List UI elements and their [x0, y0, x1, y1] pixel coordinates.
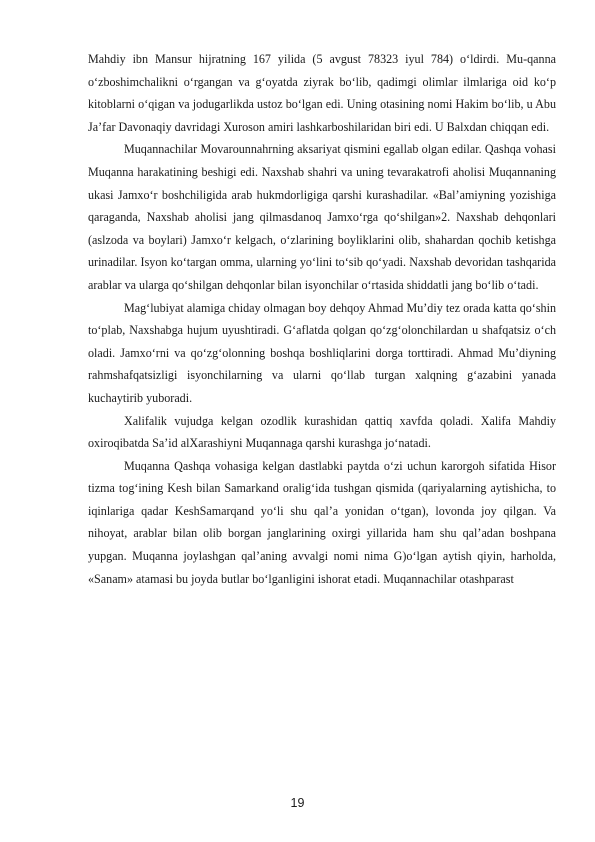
- paragraph-1: Mahdiy ibn Mansur hijratning 167 yilida (5 avgust 78323 iyul 784) o‘ldirdi. Mu-qanna o‘zboshimchalikni o‘rgangan va g‘oyatda ziyrak bo‘lib, qadimgi olimlar ilmlariga oid ko‘p kitoblarni o‘qigan va jodugarlikda ustoz bo‘lgan edi. Uning otasining nomi Hakim bo‘lib, u Abu Ja’far Davonaqiy davridagi Xuroson amiri lashkarboshilaridan biri edi. U Balxdan chiqqan edi.: [88, 52, 556, 134]
- paragraph-2: Muqannachilar Movarounnahrning aksariyat qismini egallab olgan edilar. Qashqa vohasi Muqanna harakatining beshigi edi. Naxshab shahri va uning tevarakatrofi aholisi Muqannaning ukasi Jamxo‘r boshchiligida arab hukmdorligiga qarshi kurashadilar. «Bal’amiyning yozishiga qaraganda, Naxshab aholisi jang qilmasdanoq Jamxo‘rga qo‘shilgan»2. Naxshab dehqonlari (aslzoda va boylari) Jamxo‘r kelgach, o‘zlarining boyliklarini olib, shahardan qochib ketishga urinadilar. Isyon ko‘targan omma, ularning yo‘lini to‘sib qo‘yadi. Naxshab devoridan tashqarida arablar va ularga qo‘shilgan dehqonlar bilan isyonchilar o‘rtasida shiddatli jang bo‘lib o‘tadi.: [88, 142, 556, 292]
- paragraph-3: Mag‘lubiyat alamiga chiday olmagan boy dehqoy Ahmad Mu’diy tez orada katta qo‘shin to‘plab, Naxshabga hujum uyushtiradi. G‘aflatda qolgan qo‘zg‘olonchilardan u shafqatsiz o‘ch oladi. Jamxo‘rni va qo‘zg‘olonning boshqa boshliqlarini dorga torttiradi. Ahmad Mu’diyning rahmshafqatsizligi isyonchilarning va ularni qo‘llab turgan xalqning g‘azabini yanada kuchaytirib yuboradi.: [88, 300, 556, 405]
- document-page: [88, 48, 556, 590]
- paragraph-5: Muqanna Qashqa vohasiga kelgan dastlabki paytda o‘zi uchun karorgoh sifatida Hisor tizma tog‘ining Kesh bilan Samarkand oralig‘ida tushgan qismida (qariyalarning aytishicha, to iqinlariga qadar KeshSamarqand yo‘li shu qal’a yonidan o‘tgan), lovonda joy qilgan. Va nihoyat, arablar bilan olib borgan janglarining oxirgi yillarida ham shu qal’adan boshpana yupgan. Muqanna joylashgan qal’aning avvalgi nomi nima G)o‘lgan aytish qiyin, harholda, «Sanam» atamasi bu joyda butlar bo‘lganligini ishorat etadi. Muqannachilar otashparast: [88, 458, 556, 586]
- page-number: 19: [290, 796, 305, 810]
- paragraph-4: Xalifalik vujudga kelgan ozodlik kurashidan qattiq xavfda qoladi. Xalifa Mahdiy oxiroqibatda Sa’id alXarashiyni Muqannaga qarshi kurashga jo‘natadi.: [88, 413, 556, 451]
